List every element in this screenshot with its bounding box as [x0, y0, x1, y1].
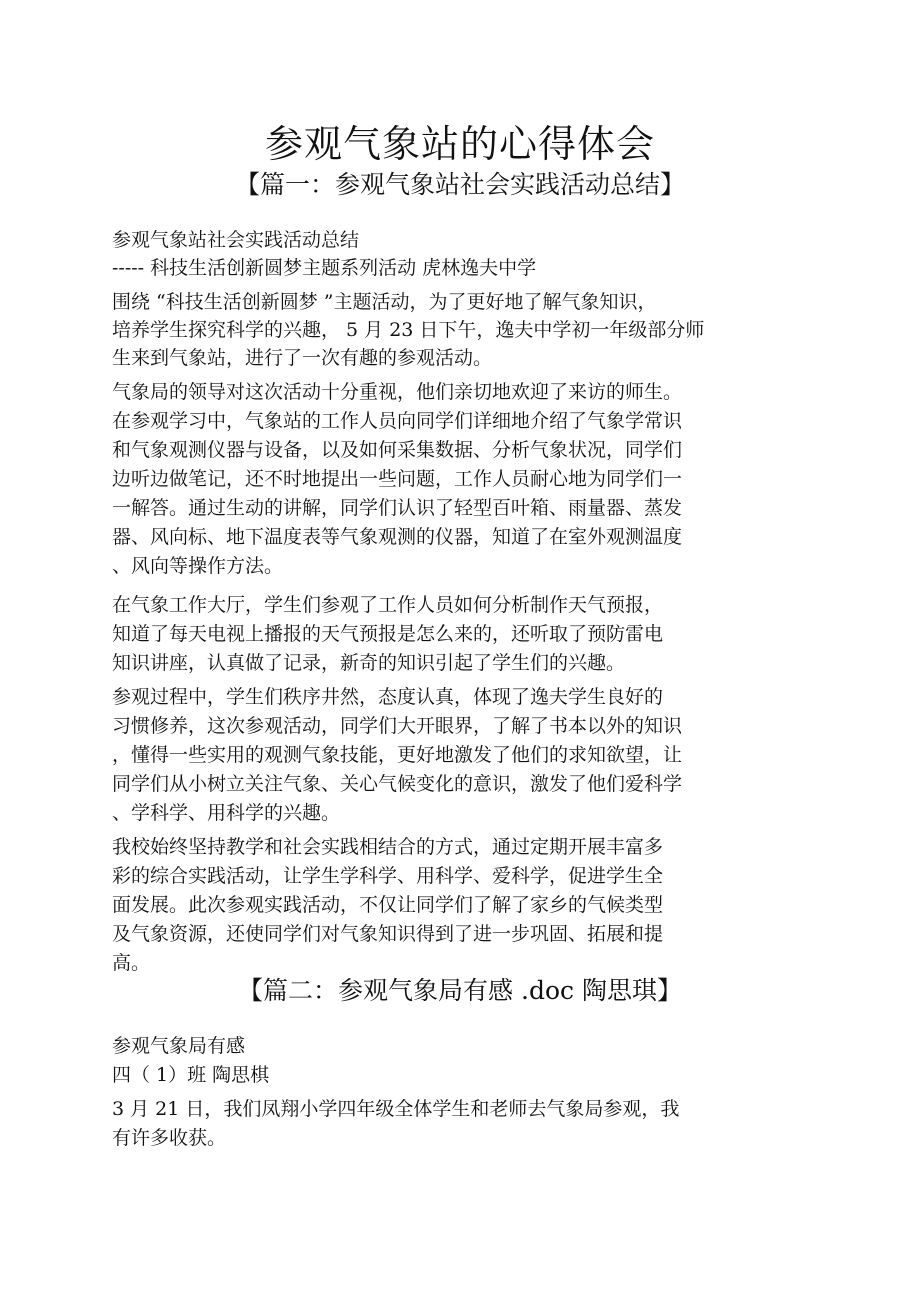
section-1-text-line: 参观气象站社会实践活动总结 [112, 229, 360, 251]
section-1-text-line: 一解答。通过生动的讲解，同学们认识了轻型百叶箱、雨量器、蒸发 [112, 497, 683, 519]
section-1-text-line: 和气象观测仪器与设备，以及如何采集数据、分析气象状况，同学们 [112, 439, 683, 461]
section-2-text-line: 有许多收获。 [112, 1127, 227, 1149]
section-1-text-line: 边听边做笔记，还不时地提出一些问题，工作人员耐心地为同学们一 [112, 468, 683, 490]
section-1-text-line: 、学科学、用科学的兴趣。 [112, 802, 341, 824]
section-1-text-line: 知识讲座，认真做了记录，新奇的知识引起了学生们的兴趣。 [112, 652, 626, 674]
section-1-text-line: 器、风向标、地下温度表等气象观测的仪器，知道了在室外观测温度 [112, 526, 683, 548]
document-title: 参观气象站的心得体会 [264, 122, 655, 166]
section-1-text-line: 彩的综合实践活动，让学生学科学、用科学、爱科学，促进学生全 [112, 865, 664, 887]
section-1-text-line: 习惯修养，这次参观活动，同学们大开眼界，了解了书本以外的知识 [112, 715, 683, 737]
section-1-text-line: 培养学生探究科学的兴趣， 5 月 23 日下午，逸夫中学初一年级部分师 [112, 319, 705, 341]
section-2-text-line: 参观气象局有感 [112, 1035, 246, 1057]
section-1-text-line: 高。 [112, 952, 151, 974]
section-1-text-line: 在参观学习中，气象站的工作人员向同学们详细地介绍了气象学常识 [112, 410, 683, 432]
section-2-text-line: 3 月 21 日，我们凤翔小学四年级全体学生和老师去气象局参观，我 [112, 1098, 680, 1120]
section-1-text-line: 参观过程中，学生们秩序井然，态度认真，体现了逸夫学生良好的 [112, 686, 664, 708]
section-1-text-line: 知道了每天电视上播报的天气预报是怎么来的，还听取了预防雷电 [112, 623, 664, 645]
section-1-text-line: 生来到气象站，进行了一次有趣的参观活动。 [112, 347, 493, 369]
section-1-text-line: 及气象资源，还使同学们对气象知识得到了进一步巩固、拓展和提 [112, 923, 664, 945]
section-1-text-line: 我校始终坚持教学和社会实践相结合的方式，通过定期开展丰富多 [112, 836, 664, 858]
section-1-text-line: ----- 科技生活创新圆梦主题系列活动 虎林逸夫中学 [112, 257, 537, 279]
section-1-text-line: 围绕 “科技生活创新圆梦 ”主题活动，为了更好地了解气象知识， [112, 291, 657, 313]
section-1-text-line: 同学们从小树立关注气象、关心气候变化的意识，激发了他们爱科学 [112, 773, 683, 795]
section-2-heading: 【篇二：参观气象局有感 .doc 陶思琪】 [238, 976, 682, 1005]
section-2-text-line: 四（ 1）班 陶思棋 [112, 1064, 270, 1086]
section-1-text-line: 在气象工作大厅，学生们参观了工作人员如何分析制作天气预报， [112, 594, 664, 616]
section-1-text-line: 、风向等操作方法。 [112, 555, 284, 577]
section-1-text-line: 面发展。此次参观实践活动，不仅让同学们了解了家乡的气候类型 [112, 894, 664, 916]
section-1-text-line: ，懂得一些实用的观测气象技能，更好地激发了他们的求知欲望，让 [112, 744, 683, 766]
section-1-heading: 【篇一：参观气象站社会实践活动总结】 [234, 170, 685, 199]
section-1-text-line: 气象局的领导对这次活动十分重视，他们亲切地欢迎了来访的师生。 [112, 381, 683, 403]
